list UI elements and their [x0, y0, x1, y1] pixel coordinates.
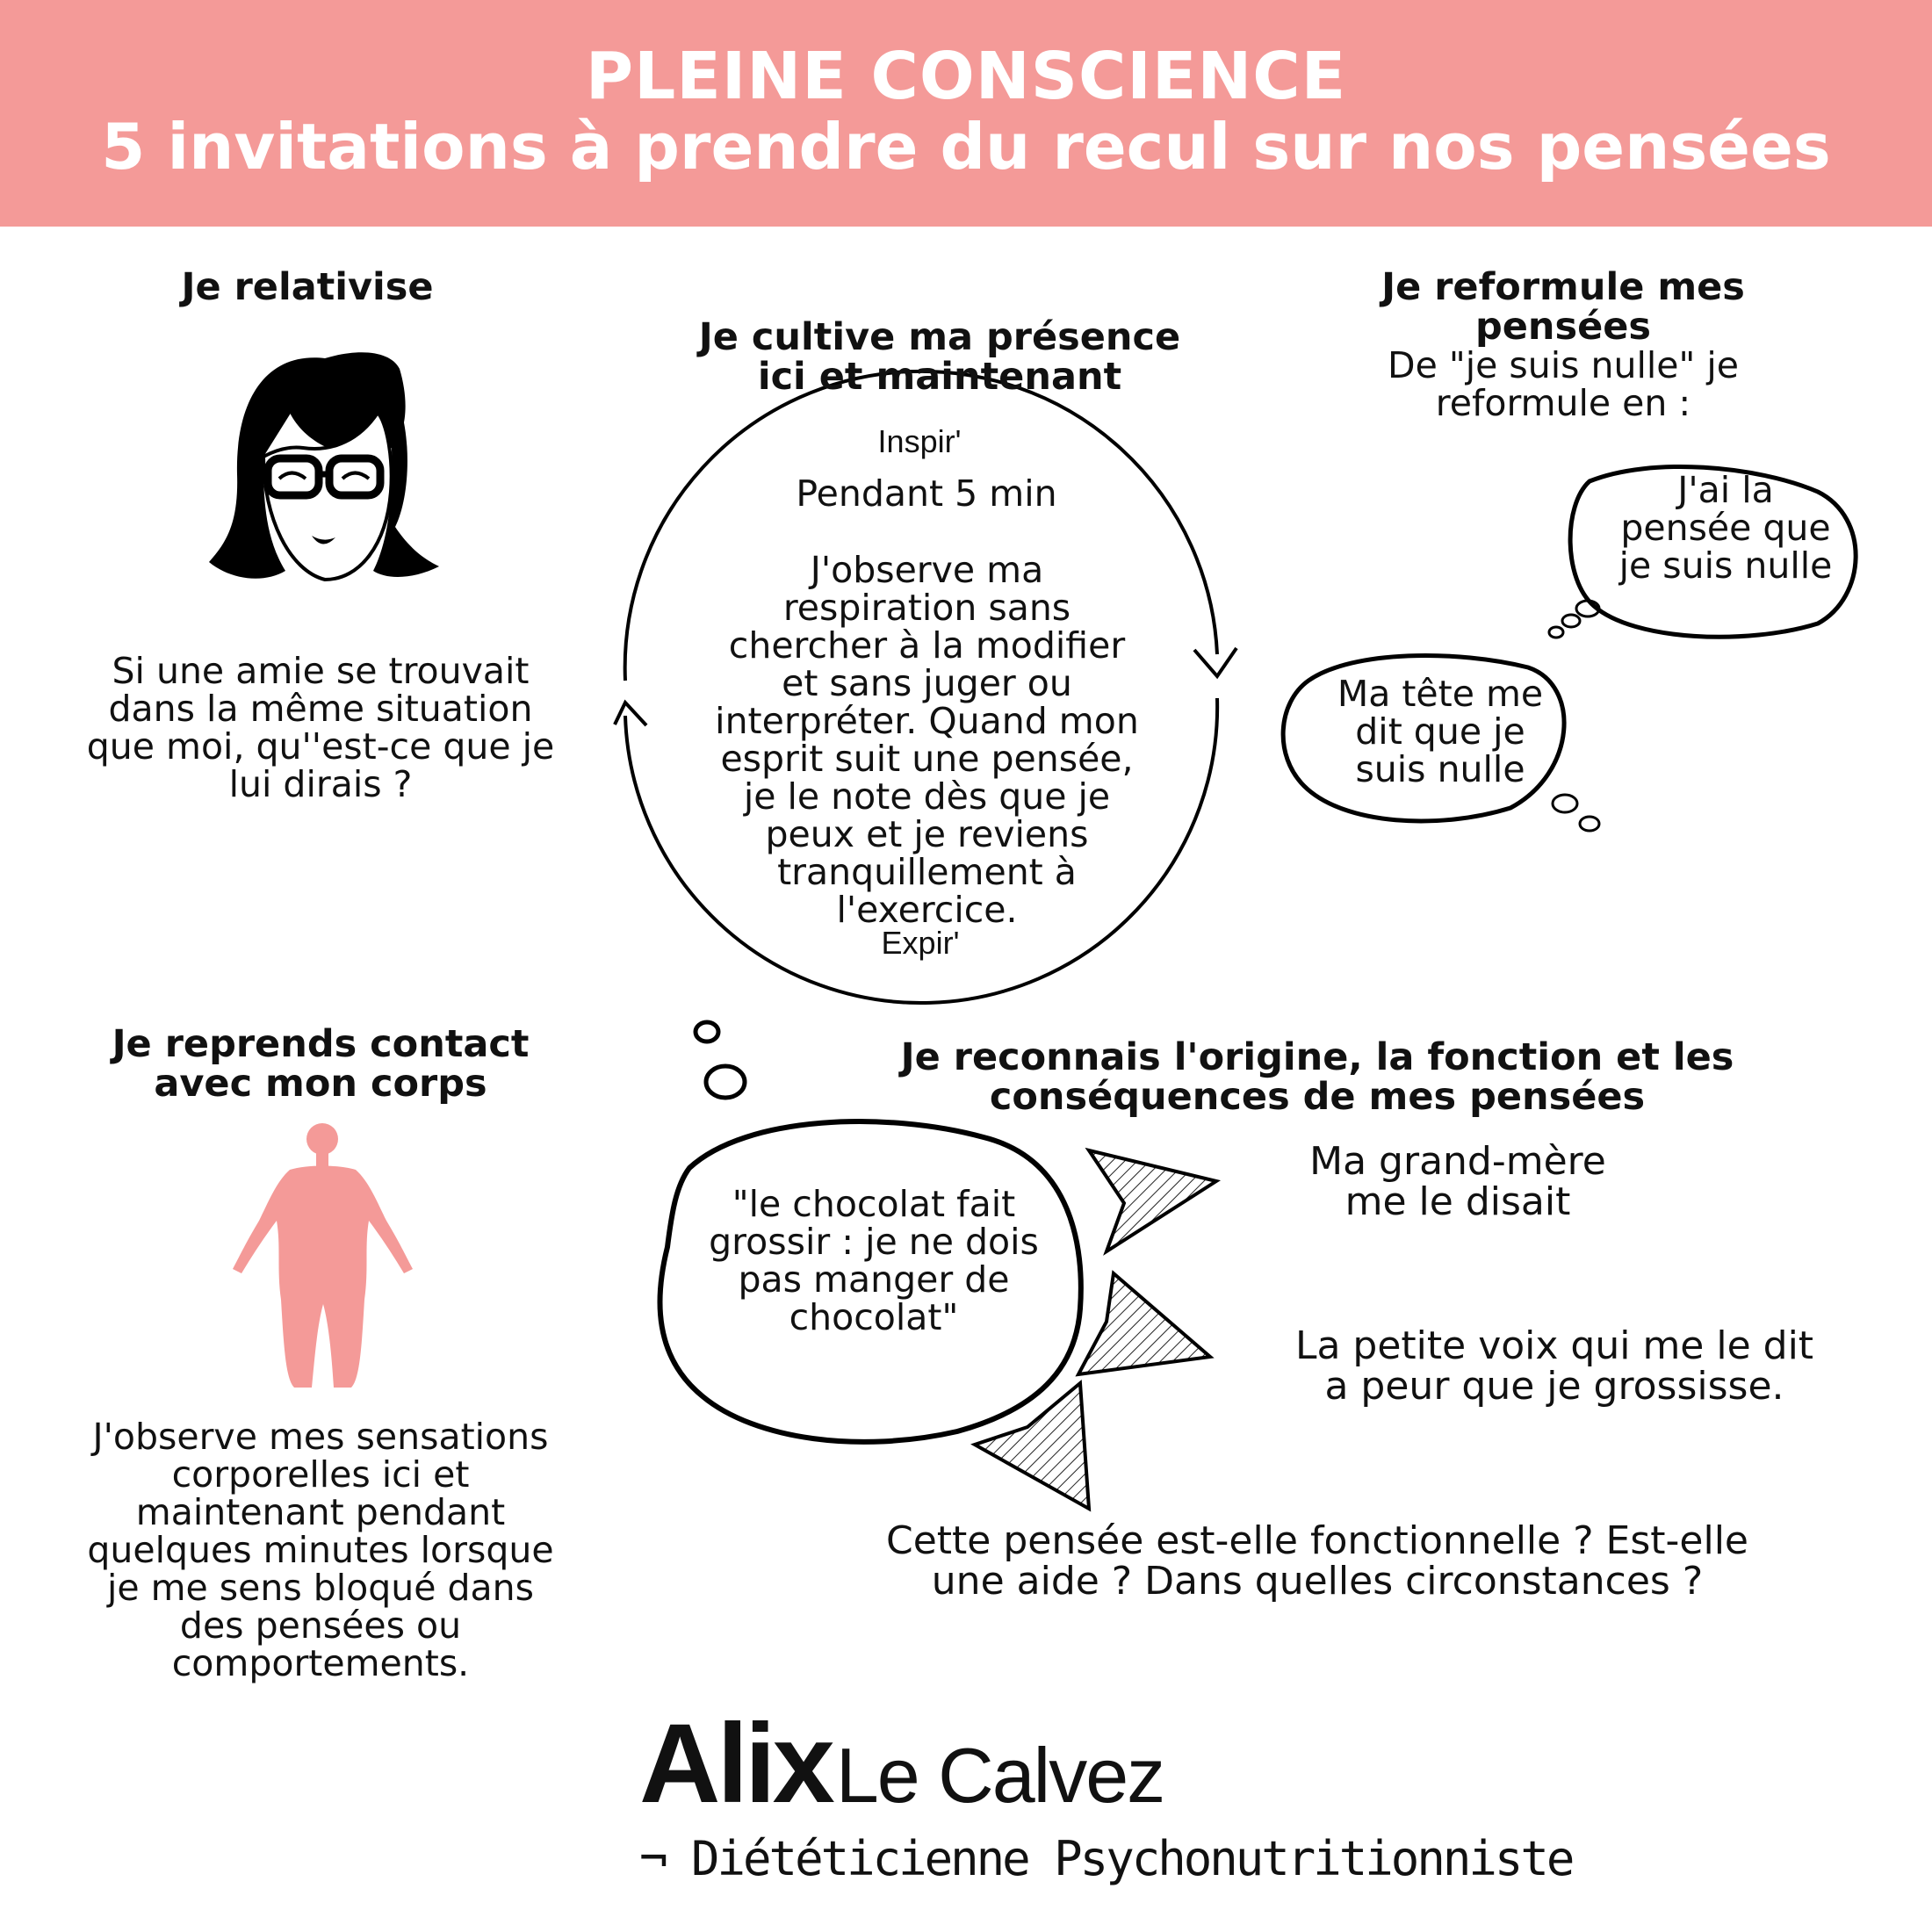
- origine-title-line1: Je reconnais l'origine, la fonction et les: [900, 1035, 1734, 1079]
- section-title-origine: [887, 1035, 1748, 1119]
- presence-duration: Pendant 5 min: [796, 472, 1057, 515]
- question-line1: Cette pensée est-elle fonctionnelle ? Est-elle: [885, 1518, 1748, 1563]
- bubble-bottom-text: Ma tête me dit que je suis nulle: [1337, 673, 1544, 790]
- function-line1: La petite voix qui me le dit: [1294, 1323, 1814, 1368]
- origin-text: [1265, 1139, 1651, 1224]
- bubble-top-text: J'ai la pensée que je suis nulle: [1618, 469, 1833, 587]
- page-title: PLEINE CONSCIENCE: [585, 39, 1347, 114]
- corps-title-line2: avec mon corps: [154, 1062, 487, 1106]
- chocolate-thought-text: "le chocolat fait grossir : je ne dois pas manger de chocolat": [709, 1183, 1039, 1338]
- brand-last-name: Le Calvez: [835, 1732, 1164, 1819]
- question-text: [817, 1518, 1818, 1604]
- function-line2: a peur que je grossisse.: [1324, 1364, 1784, 1409]
- section-title-corps: [88, 1022, 553, 1106]
- woman-face-icon: [209, 352, 439, 580]
- presence-title-line1: Je cultive ma présence: [698, 315, 1181, 359]
- brand-logo: [639, 1699, 1342, 1828]
- presence-title-line2: ici et maintenant: [757, 355, 1122, 399]
- inspir-label: Inspir': [877, 423, 962, 459]
- page-subtitle: 5 invitations à prendre du recul sur nos pensées: [101, 110, 1831, 184]
- corps-text: J'observe mes sensations corporelles ici et maintenant pendant quelques minutes lorsque je me sens bloqué dans des pensées ou comportements.: [87, 1416, 554, 1684]
- corps-title-line1: Je reprends contact: [112, 1022, 530, 1066]
- expir-label: Expir': [881, 925, 960, 961]
- origin-line2: me le disait: [1344, 1179, 1571, 1224]
- relativise-text: Si une amie se trouvait dans la même situation que moi, qu''est-ce que je lui dirais ?: [86, 650, 555, 805]
- function-text: [1247, 1323, 1862, 1409]
- question-line2: une aide ? Dans quelles circonstances ?: [931, 1559, 1704, 1604]
- origin-line1: Ma grand-mère: [1309, 1139, 1606, 1184]
- section-title-reformule: Je reformule mes pensées: [1381, 265, 1745, 349]
- origine-title-line2: conséquences de mes pensées: [989, 1075, 1646, 1119]
- brand-tagline: ¬ Diététicienne Psychonutritionniste: [639, 1831, 1573, 1886]
- presence-text: J'observe ma respiration sans chercher à la modifier et sans juger ou interpréter. Quand mon esprit suit une pensée, je le note dès que je peux et je reviens tranquillement à l'exercice.: [715, 549, 1139, 931]
- section-title-relativise: Je relativise: [181, 265, 434, 309]
- brand-first-name: Alix: [639, 1701, 832, 1827]
- reformule-intro: De "je suis nulle" je reformule en :: [1388, 344, 1739, 424]
- human-body-icon: [233, 1123, 413, 1388]
- section-title-presence: [676, 315, 1203, 399]
